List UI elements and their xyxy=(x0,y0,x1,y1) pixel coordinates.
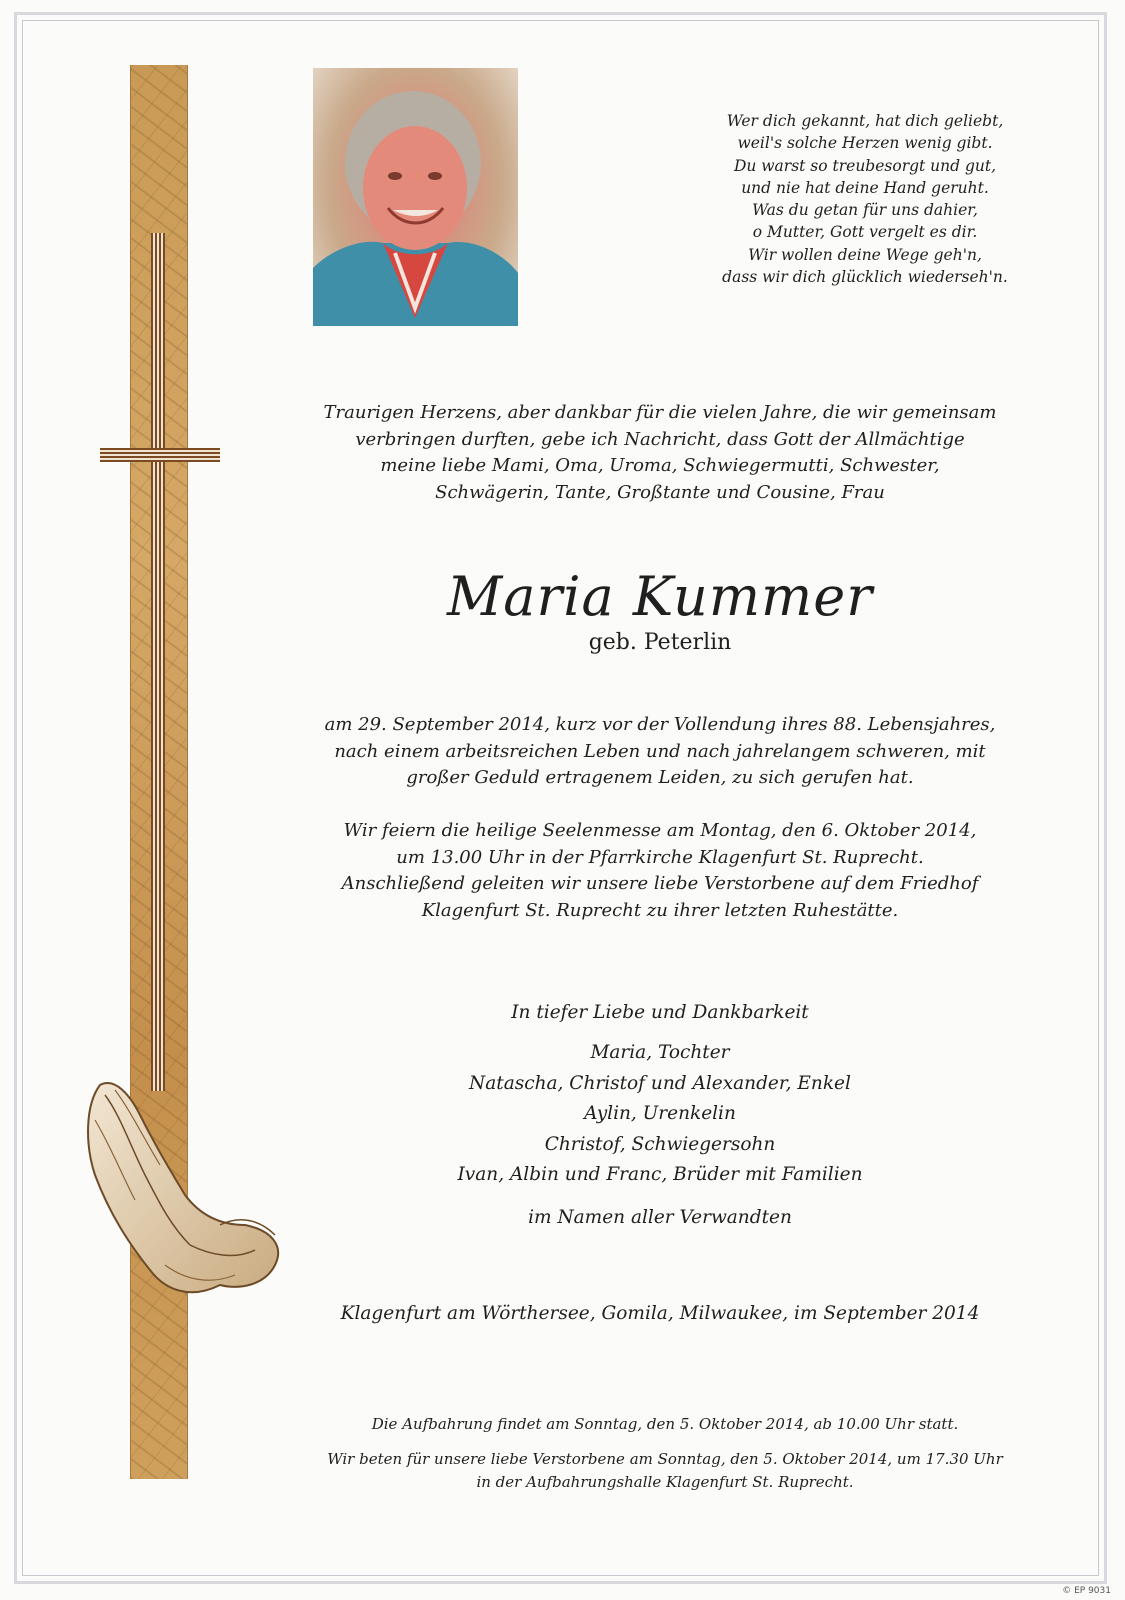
cross-vertical-beam xyxy=(151,233,165,1091)
prayer-line: in der Aufbahrungshalle Klagenfurt St. Ruprecht. xyxy=(476,1473,854,1491)
mourner-entry: Maria, Tochter xyxy=(590,1042,730,1063)
mass-line: Klagenfurt St. Ruprecht zu ihrer letzten Ruhestätte. xyxy=(421,899,899,921)
poem-line: o Mutter, Gott vergelt es dir. xyxy=(752,223,978,242)
print-code: © EP 9031 xyxy=(1062,1586,1111,1596)
poem-line: Wir wollen deine Wege geh'n, xyxy=(748,245,982,264)
poem-line: dass wir dich glücklich wiederseh'n. xyxy=(722,268,1008,287)
mass-line: Wir feiern die heilige Seelenmesse am Montag, den 6. Oktober 2014, xyxy=(343,820,977,841)
intro-line: meine liebe Mami, Oma, Uroma, Schwiegermutti, Schwester, xyxy=(380,455,940,476)
mourners-closing: im Namen aller Verwandten xyxy=(528,1206,792,1228)
intro-line: Traurigen Herzens, aber dankbar für die vielen Jahre, die wir gemeinsam xyxy=(323,402,997,423)
place-and-date: Klagenfurt am Wörthersee, Gomila, Milwaukee, im September 2014 xyxy=(340,1303,980,1324)
death-line: am 29. September 2014, kurz vor der Vollendung ihres 88. Lebensjahres, xyxy=(324,714,996,735)
memorial-poem xyxy=(660,110,1070,288)
funeral-mass-info xyxy=(290,818,1030,924)
death-notice xyxy=(290,712,1030,792)
intro-line: Schwägerin, Tante, Großtante und Cousine, Frau xyxy=(435,481,885,503)
mourners-heading: In tiefer Liebe und Dankbarkeit xyxy=(511,1002,809,1023)
cross-horizontal-beam xyxy=(100,448,220,462)
portrait-photo xyxy=(313,68,518,326)
poem-line: Was du getan für uns dahier, xyxy=(752,201,978,220)
deceased-name: Maria Kummer xyxy=(446,565,874,628)
announcement-intro xyxy=(290,400,1030,506)
poem-line: Wer dich gekannt, hat dich geliebt, xyxy=(726,112,1004,130)
praying-hands-icon xyxy=(70,1075,290,1325)
mass-line: um 13.00 Uhr in der Pfarrkirche Klagenfurt St. Ruprecht. xyxy=(396,846,924,868)
mourner-entry: Christof, Schwiegersohn xyxy=(544,1133,776,1155)
maiden-name: geb. Peterlin xyxy=(588,630,732,655)
prayer-line: Wir beten für unsere liebe Verstorbene am Sonntag, den 5. Oktober 2014, um 17.30 Uhr xyxy=(327,1450,1003,1468)
intro-line: verbringen durften, gebe ich Nachricht, dass Gott der Allmächtige xyxy=(355,428,965,450)
mourners-section xyxy=(290,998,1030,1233)
poem-line: und nie hat deine Hand geruht. xyxy=(741,178,989,197)
poem-line: weil's solche Herzen wenig gibt. xyxy=(737,134,993,153)
poem-line: Du warst so treubesorgt und gut, xyxy=(733,156,997,175)
prayer-info xyxy=(285,1448,1045,1494)
death-line: nach einem arbeitsreichen Leben und nach jahrelangem schweren, mit xyxy=(334,740,986,762)
viewing-info: Die Aufbahrung findet am Sonntag, den 5. Oktober 2014, ab 10.00 Uhr statt. xyxy=(371,1415,959,1433)
mourner-entry: Aylin, Urenkelin xyxy=(584,1103,736,1124)
mourner-entry: Ivan, Albin und Franc, Brüder mit Familien xyxy=(457,1164,863,1185)
death-line: großer Geduld ertragenem Leiden, zu sich gerufen hat. xyxy=(406,767,914,788)
mourner-entry: Natascha, Christof und Alexander, Enkel xyxy=(469,1072,851,1094)
mass-line: Anschließend geleiten wir unsere liebe Verstorbene auf dem Friedhof xyxy=(341,873,979,894)
